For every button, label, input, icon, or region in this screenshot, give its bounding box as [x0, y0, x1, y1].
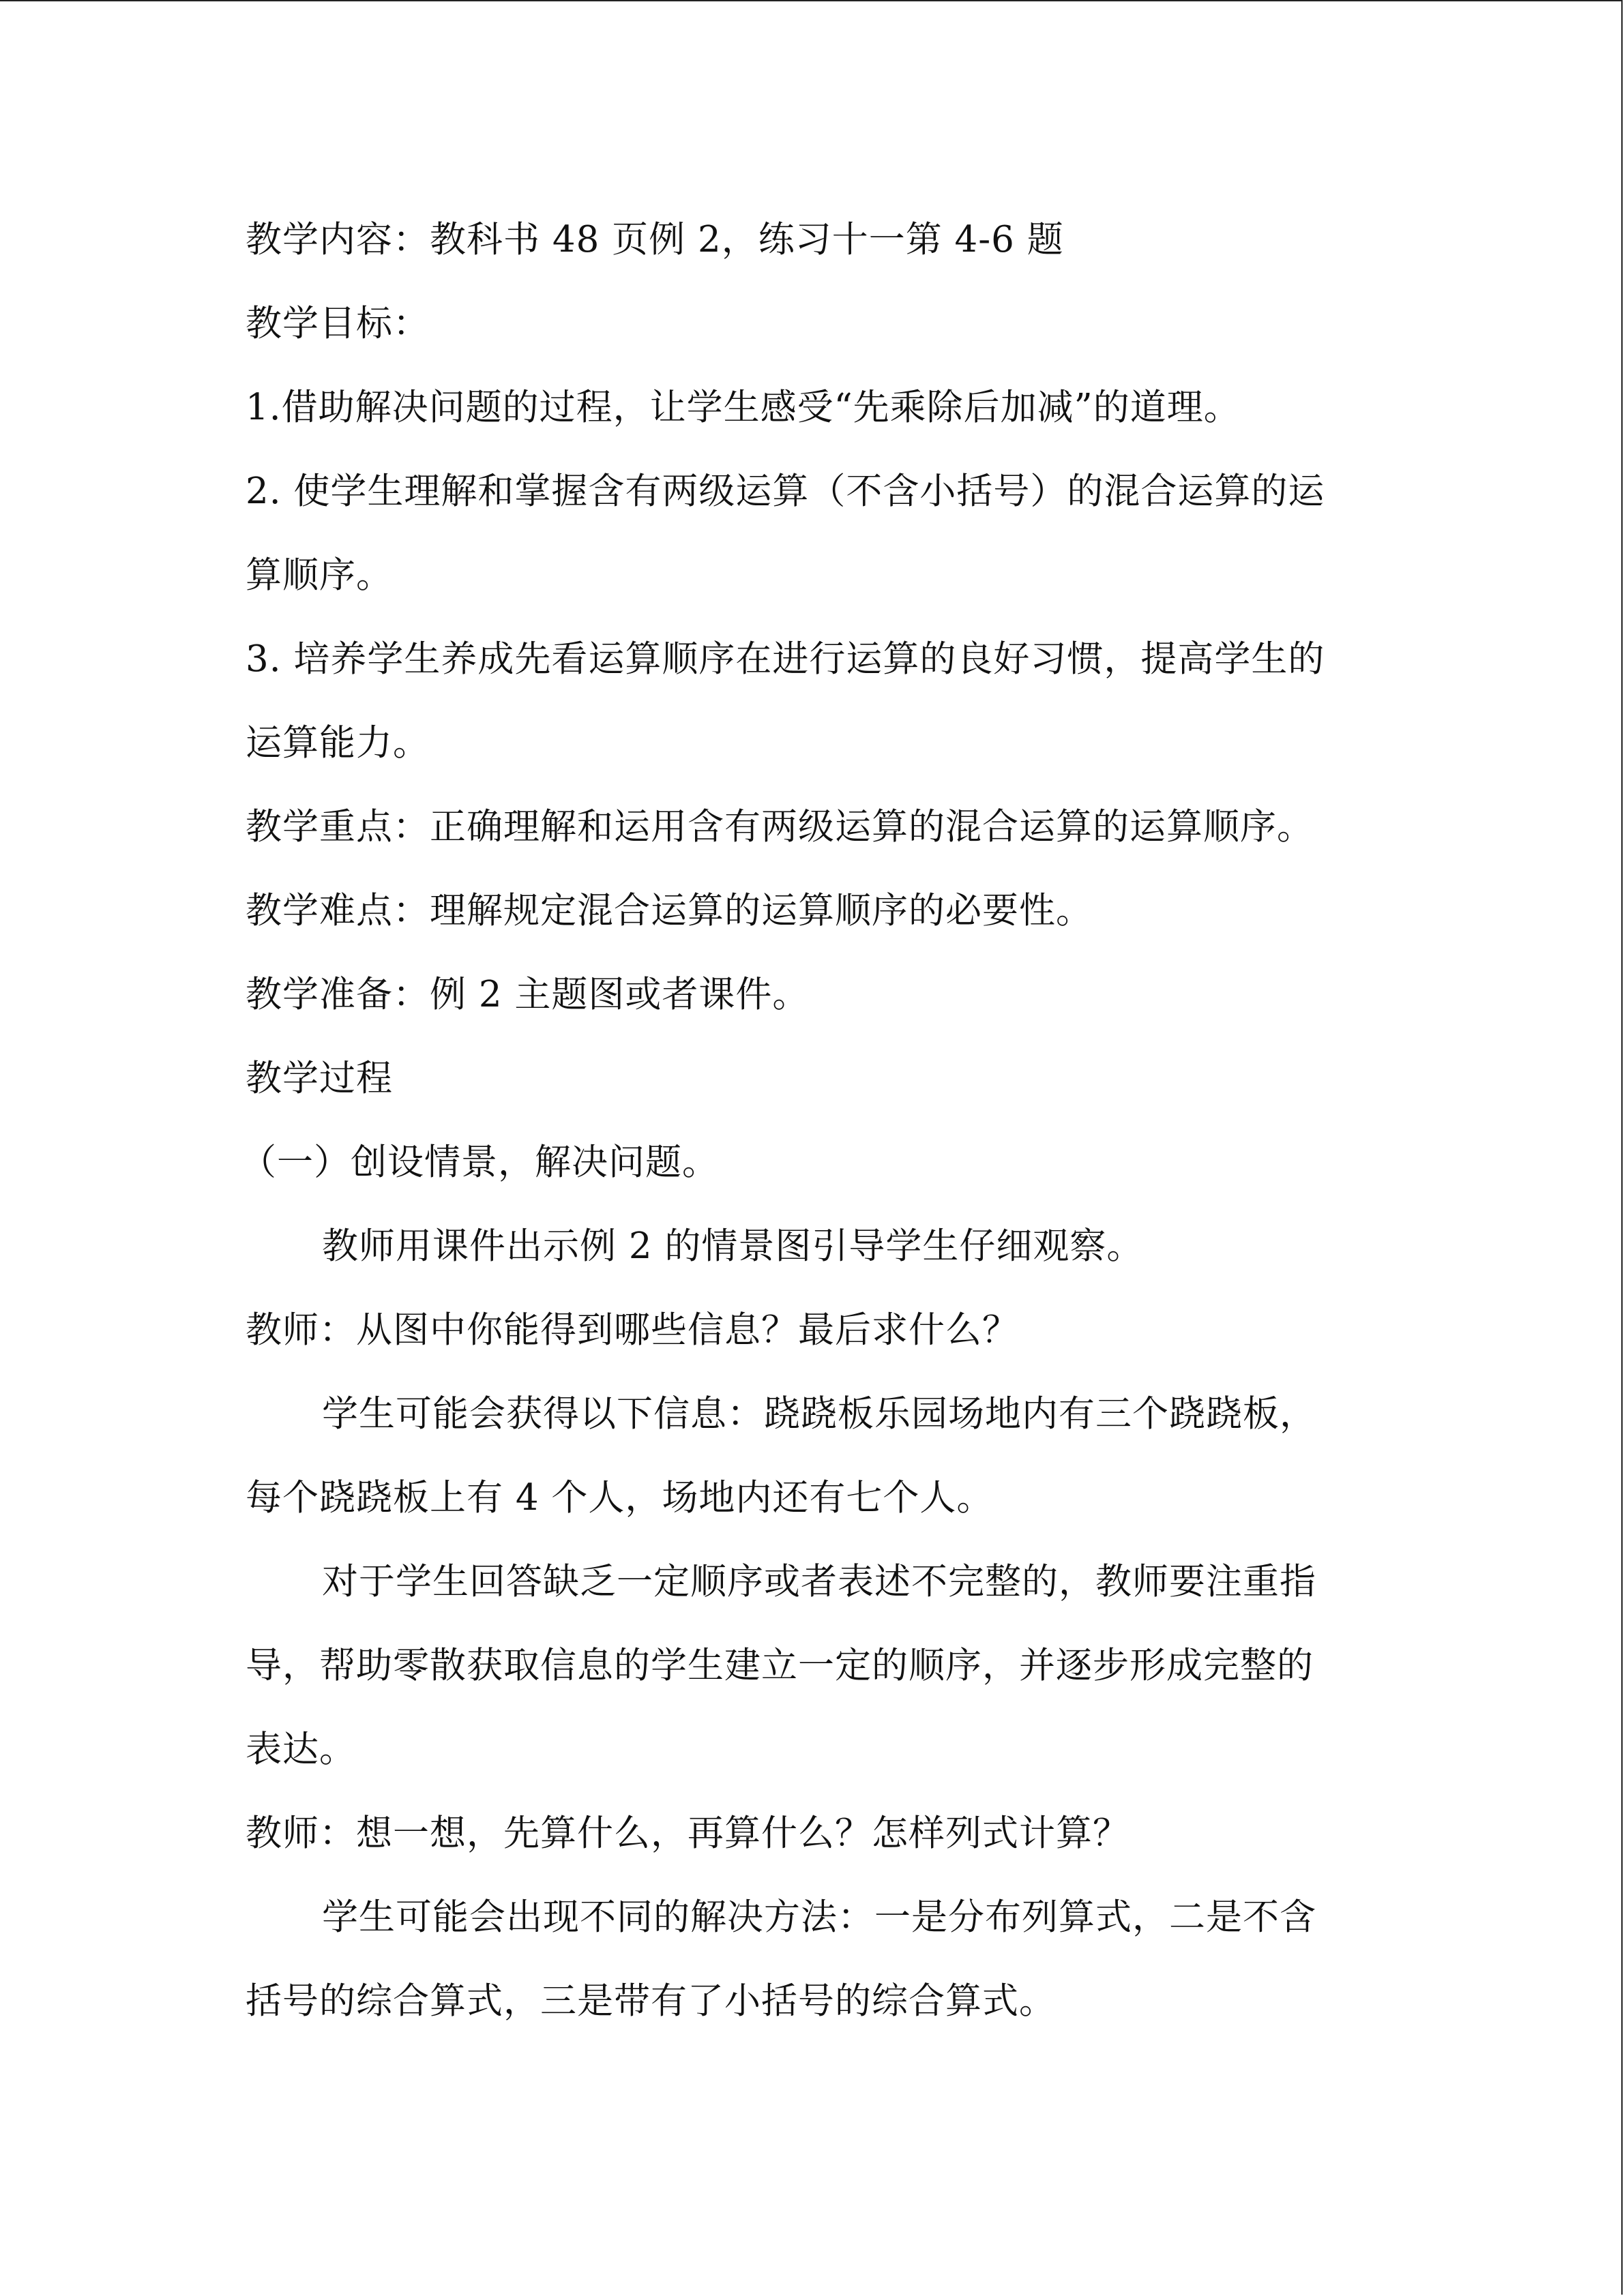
paragraph-line: 教师用课件出示例 2 的情景图引导学生仔细观察。 — [322, 1225, 1144, 1267]
teaching-goals-heading: 教学目标： — [246, 303, 430, 344]
teaching-preparation-line: 教学准备：例 2 主题图或者课件。 — [246, 974, 810, 1015]
teaching-process-heading: 教学过程 — [246, 1058, 393, 1099]
goal-3-line: 3. 培养学生养成先看运算顺序在进行运算的良好习惯，提高学生的 — [246, 638, 1325, 680]
paragraph-line: 括号的综合算式，三是带有了小括号的综合算式。 — [246, 1980, 1056, 2022]
paragraph-line: 对于学生回答缺乏一定顺序或者表述不完整的，教师要注重指 — [322, 1561, 1316, 1602]
teaching-content-line: 教学内容：教科书 48 页例 2，练习十一第 4-6 题 — [246, 219, 1064, 260]
paragraph-line: 表达。 — [246, 1729, 356, 1770]
paragraph-line: 每个跷跷板上有 4 个人，场地内还有七个人。 — [246, 1477, 994, 1519]
paragraph-line: 学生可能会获得以下信息：跷跷板乐园场地内有三个跷跷板， — [322, 1393, 1316, 1435]
goal-1-line: 1.借助解决问题的过程，让学生感受“先乘除后加减”的道理。 — [246, 387, 1241, 428]
paragraph-line: 学生可能会出现不同的解决方法：一是分布列算式，二是不含 — [322, 1896, 1316, 1938]
paragraph-line: 教师：从图中你能得到哪些信息？最后求什么？ — [246, 1309, 1019, 1351]
goal-3-continuation: 运算能力。 — [246, 722, 430, 764]
goal-2-continuation: 算顺序。 — [246, 554, 393, 596]
goal-2-line: 2. 使学生理解和掌握含有两级运算（不含小括号）的混合运算的运 — [246, 471, 1325, 512]
teaching-difficulty-line: 教学难点：理解规定混合运算的运算顺序的必要性。 — [246, 890, 1093, 931]
paragraph-line: 导，帮助零散获取信息的学生建立一定的顺序，并逐步形成完整的 — [246, 1645, 1314, 1686]
section-1-heading: （一）创设情景，解决问题。 — [240, 1142, 719, 1183]
paragraph-line: 教师：想一想，先算什么，再算什么？怎样列式计算？ — [246, 1813, 1130, 1854]
teaching-focus-line: 教学重点：正确理解和运用含有两级运算的混合运算的运算顺序。 — [246, 806, 1314, 848]
